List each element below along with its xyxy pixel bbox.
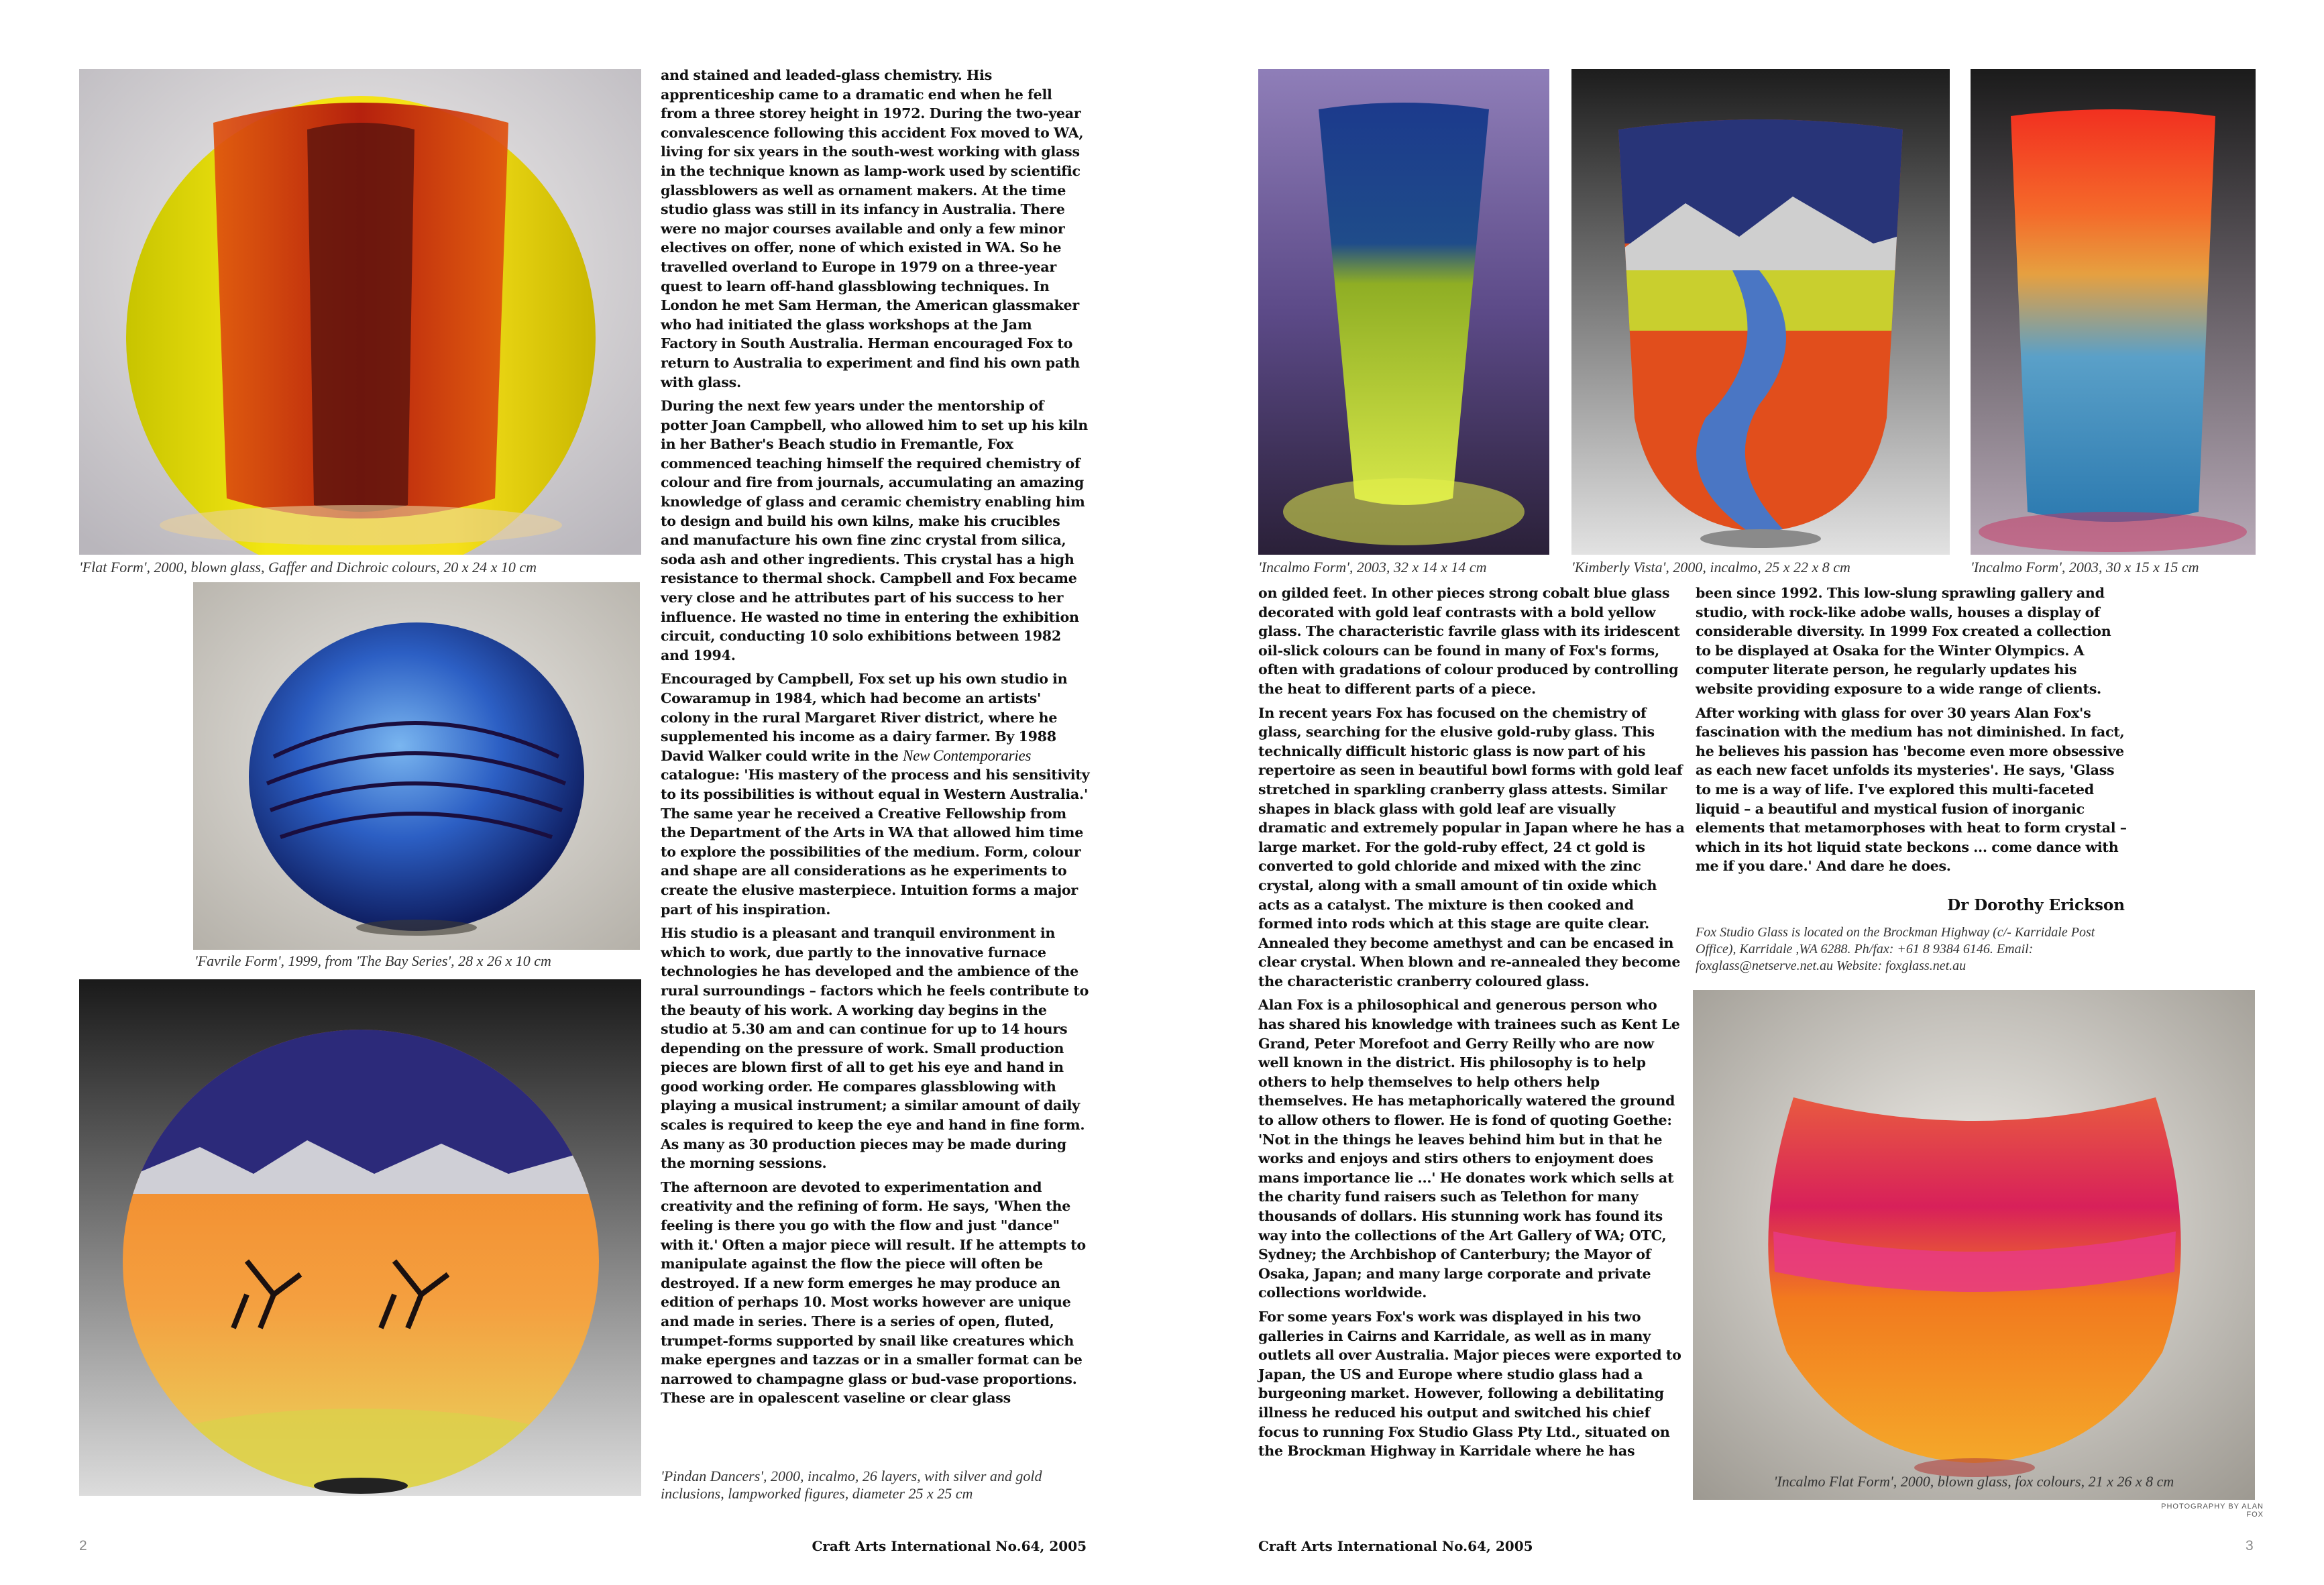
incalmo-form-green-vase-image <box>1258 69 1549 555</box>
article-column-2 <box>1258 584 1687 1466</box>
photo-favrile-form <box>193 582 640 950</box>
favrile-form-vase-image <box>193 582 640 950</box>
caption-pindan-dancers: 'Pindan Dancers', 2000, incalmo, 26 layers, with silver and gold inclusions, lampworked figures, diameter 25 x 25 cm <box>661 1468 1042 1502</box>
flat-form-vase-image <box>79 69 641 555</box>
article-paragraph: been since 1992. This low-slung sprawling gallery and studio, with rock-like adobe walls, houses a display of considerable diversity. In 1999 Fox created a collection to be displayed at Osaka for the Winter Olympics. A computer literate person, he regularly updates his website providing exposure to a wide range of clients. <box>1696 585 2111 697</box>
author-byline: Dr Dorothy Erickson <box>1947 896 2125 914</box>
article-paragraph: and stained and leaded-glass chemistry. His apprenticeship came to a dramatic end when he fell from a three storey height in 1972. During the two-year convalescence following this accident Fox moved to WA, living for six years in the south-west working with glass in the technique known as lamp-work used by scientific glassblowers as well as ornament makers. At the time studio glass was still in its infancy in Australia. There were no major courses available and only a few minor electives on offer, none of which existed in WA. So he travelled overland to Europe in 1979 on a three-year quest to learn off-hand glassblowing techniques. In London he met Sam Herman, the American glassmaker who had initiated the glass workshops at the Jam Factory in South Australia. Herman encouraged Fox to return to Australia to experiment and find his own path with glass. <box>661 67 1084 390</box>
photo-incalmo-form-red <box>1971 69 2256 555</box>
article-paragraph: Alan Fox is a philosophical and generous person who has shared his knowledge with trainees such as Kent Le Grand, Peter Morefoot and Gerry Reilly who are now well known in the district. His philosophy is to help others to help themselves to help others help themselves. He has metaphorically watered the ground to allow others to flower. He is fond of quoting Goethe: 'Not in the things he leaves behind him but in that he works and enjoys and stirs others to enjoyment does mans importance lie ...' He donates work which sells at the charity fund raisers such as Telethon for many thousands of dollars. His stunning work has found its way into the collections of the Art Gallery of WA; OTC, Sydney; the Archbishop of Canterbury; the Mayor of Osaka, Japan; and many large corporate and private collections worldwide. <box>1258 997 1680 1301</box>
photo-flat-form <box>79 69 641 555</box>
article-paragraph: His studio is a pleasant and tranquil environment in which to work, due partly to the innovative furnace technologies he has developed and the ambience of the rural surroundings – factors which he feels contribute to the beauty of his work. A working day begins in the studio at 5.30 am and can continue for up to 14 hours depending on the pressure of work. Small production pieces are blown first of all to get his eye and hand in good working order. He compares glassblowing with playing a musical instrument; a similar amount of daily scales is required to keep the eye and hand in fine form. As many as 30 production pieces may be made during the morning sessions. <box>661 925 1089 1172</box>
article-paragraph: In recent years Fox has focused on the chemistry of glass, searching for the elusive gold-ruby glass. This technically difficult historic glass is now part of his repertoire as seen in beautiful bowl forms with gold leaf stretched in sparkling cranberry glass attests. Similar shapes in black glass with gold leaf are visually dramatic and extremely popular in Japan where he has a large market. For the gold-ruby effect, 24 ct gold is converted to gold chloride and mixed with the zinc crystal, along with a small amount of tin oxide which acts as a catalyst. The mixture is then cooked and formed into rods which at this stage are quite clear. Annealed they become amethyst and can be encased in clear crystal. When blown and re-annealed they become the characteristic cranberry coloured glass. <box>1258 704 1685 989</box>
incalmo-form-red-vase-image <box>1971 69 2256 555</box>
caption-incalmo-form-green: 'Incalmo Form', 2003, 32 x 14 x 14 cm <box>1258 559 1487 576</box>
article-column-3 <box>1696 584 2130 881</box>
caption-incalmo-flat-form: 'Incalmo Flat Form', 2000, blown glass, fox colours, 21 x 26 x 8 cm <box>1773 1473 2174 1490</box>
article-paragraph: The afternoon are devoted to experimentation and creativity and the refining of form. He says, 'When the feeling is there you go with the flow and just "dance" with it.' Often a major piece will result. If he attempts to manipulate against the flow the piece will often be destroyed. If a new form emerges he may produce an edition of perhaps 10. Most works however are unique and made in series. There is a series of open, fluted, trumpet-forms supported by snail like creatures which make epergnes and tazzas or in a smaller format can be narrowed to champagne glass or bud-vase proportions. These are in opalescent vaseline or clear glass <box>661 1179 1086 1407</box>
page-number-left: 2 <box>79 1538 87 1553</box>
caption-incalmo-form-red: 'Incalmo Form', 2003, 30 x 15 x 15 cm <box>1971 559 2199 576</box>
incalmo-flat-form-vase-image <box>1693 990 2255 1500</box>
caption-favrile-form: 'Favrile Form', 1999, from 'The Bay Series', 28 x 26 x 10 cm <box>195 952 551 969</box>
article-paragraph: After working with glass for over 30 years Alan Fox's fascination with the medium has not diminished. In fact, he believes his passion has 'become even more obsessive as each new facet unfolds its mysteries'. He says, 'Glass to me is a way of life. I've explored this multi-faceted liquid – a beautiful and mystical fusion of inorganic elements that metamorphoses with heat to form crystal – which in its hot liquid state beckons ... come dance with me if you dare.' And dare he does. <box>1696 704 2127 875</box>
caption-flat-form: 'Flat Form', 2000, blown glass, Gaffer and Dichroic colours, 20 x 24 x 10 cm <box>79 559 537 576</box>
page-number-right: 3 <box>2246 1538 2254 1553</box>
article-column-1 <box>661 66 1090 1413</box>
photo-pindan-dancers <box>79 979 641 1496</box>
running-footer-left: Craft Arts International No.64, 2005 <box>812 1538 1087 1554</box>
kimberly-vista-vase-image <box>1571 69 1950 555</box>
publication-title: New Contemporaries <box>903 747 1032 764</box>
photo-kimberly-vista <box>1571 69 1950 555</box>
article-paragraph: on gilded feet. In other pieces strong cobalt blue glass decorated with gold leaf contrasts with a bold yellow glass. The characteristic favrile glass with its iridescent oil-slick colours can be found in many of Fox's forms, often with gradations of colour produced by controlling the heat to different parts of a piece. <box>1258 585 1680 697</box>
article-paragraph: For some years Fox's work was displayed in his two galleries in Cairns and Karridale, as well as in many outlets all over Australia. Major pieces were exported to Japan, the US and Europe where studio glass had a burgeoning market. However, following a debilitating illness he reduced his output and switched his chief focus to running Fox Studio Glass Pty Ltd., situated on the Brockman Highway in Karridale where he has <box>1258 1308 1681 1460</box>
studio-contact-info: Fox Studio Glass is located on the Brockman Highway (c/- Karridale Post Office), Karridale ,WA 6288. Ph/fax: +61 8 9384 6146. Email: foxglass@netserve.net.au Website: foxglass.net.au <box>1696 925 2095 973</box>
caption-kimberly-vista: 'Kimberly Vista', 2000, incalmo, 25 x 22 x 8 cm <box>1571 559 1850 576</box>
article-paragraph: During the next few years under the mentorship of potter Joan Campbell, who allowed him to set up his kiln in her Bather's Beach studio in Fremantle, Fox commenced teaching himself the required chemistry of colour and fire from journals, accumulating an amazing knowledge of glass and ceramic chemistry enabling him to design and build his own kilns, make his crucibles and manufacture his own fine zinc crystal from silica, soda ash and other ingredients. This crystal has a high resistance to thermal shock. Campbell and Fox became very close and he attributes part of his success to her influence. He wasted no time in entering the exhibition circuit, conducting 10 solo exhibitions between 1982 and 1994. <box>661 398 1088 663</box>
photo-incalmo-flat-form <box>1693 990 2255 1500</box>
photo-incalmo-form-green <box>1258 69 1549 555</box>
article-paragraph: Encouraged by Campbell, Fox set up his own studio in Cowaramup in 1984, which had become an artists' colony in the rural Margaret River district, where he supplemented his income as a dairy farmer. By 1988 David Walker could write in the New Contemporaries catalogue: 'His mastery of the process and his sensitivity to its possibilities is without equal in Western Australia.' The same year he received a Creative Fellowship from the Department of the Arts in WA that allowed him time to explore the possibilities of the medium. Form, colour and shape are all considerations as he experiments to create the elusive masterpiece. Intuition forms a major part of his inspiration. <box>661 671 1090 918</box>
running-footer-right: Craft Arts International No.64, 2005 <box>1258 1538 1533 1554</box>
pindan-dancers-vase-image <box>79 979 641 1496</box>
photo-credit: PHOTOGRAPHY BY ALAN FOX <box>2161 1502 2264 1519</box>
